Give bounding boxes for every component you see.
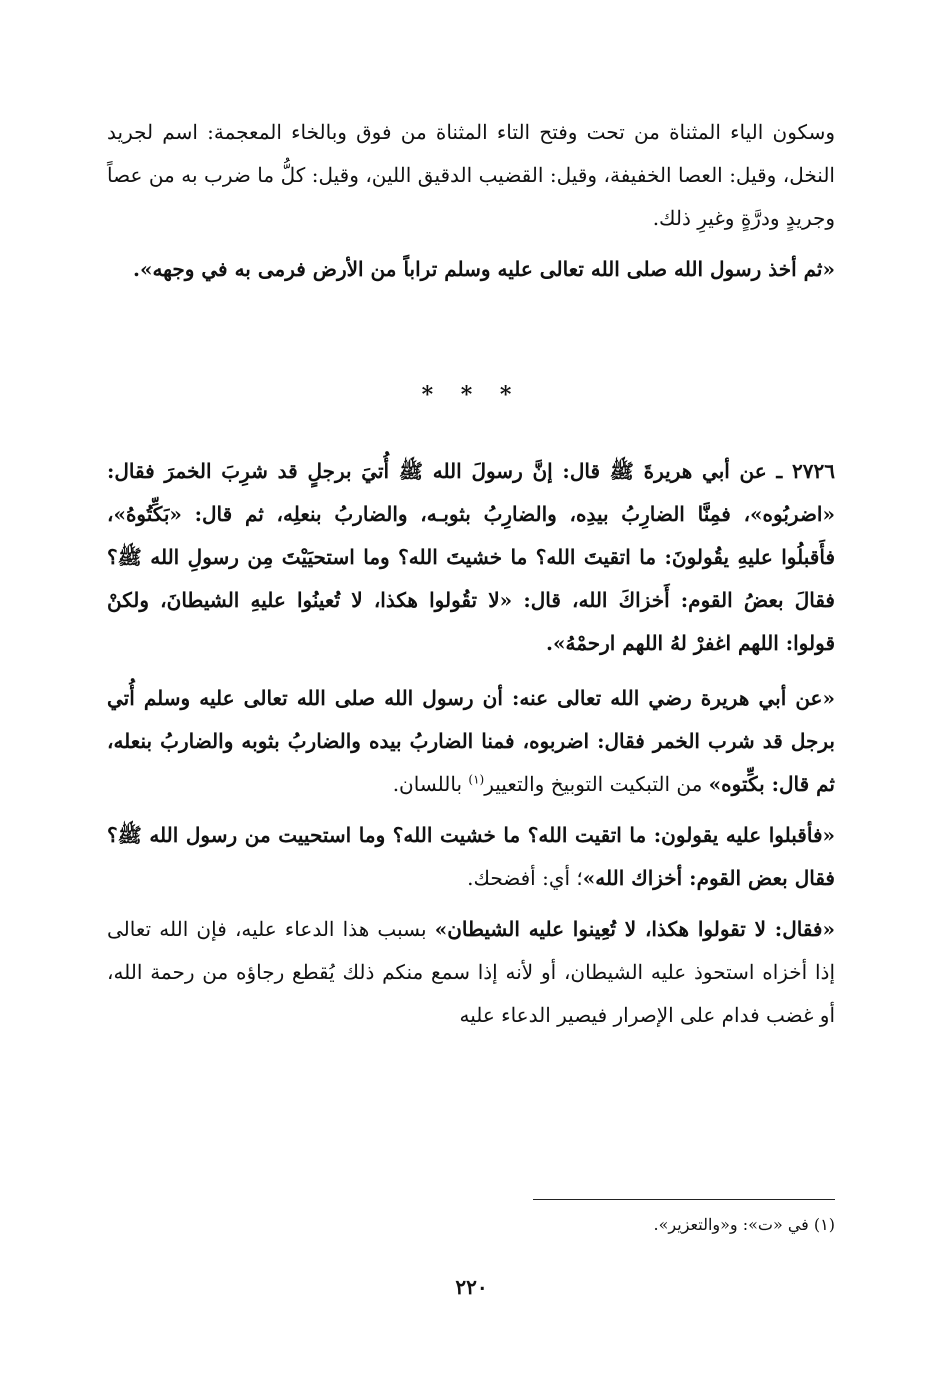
- section-separator: * * *: [421, 382, 522, 408]
- commentary-text: ؛ أي: أفضحك.: [467, 866, 583, 890]
- commentary-text: بسبب هذا الدعاء عليه، فإن الله تعالى إذا أخزاه استحوذ عليه الشيطان، أو لأنه إذا سمع منكم ذلك يُقطع رجاؤه من رحمة الله، أو غضب فدام على الإصرار فيصير الدعاء عليه: [107, 917, 835, 1027]
- commentary-paragraph-2: [107, 814, 835, 900]
- quoted-text: «فقال: لا تقولوا هكذا، لا تُعِينوا عليه الشيطان»: [434, 917, 835, 941]
- commentary-text-end: باللسان.: [392, 772, 469, 796]
- footnote-ref[interactable]: (١): [468, 772, 485, 787]
- main-text-bottom: [107, 450, 835, 1037]
- commentary-text: من التبكيت التوبيخ والتعيير: [484, 772, 709, 796]
- main-text-top: [107, 111, 835, 291]
- paragraph-1: وسكون الياء المثناة من تحت وفتح التاء المثناة من فوق وبالخاء المعجمة: اسم لجريد النخل، وقيل: العصا الخفيفة، وقيل: القضيب الدقيق اللين، وقيل: كلُّ ما ضرب به من عصاً وجريدٍ ودرَّةٍ وغيرِ ذلك.: [107, 120, 835, 230]
- page-number: ٢٢٠: [455, 1275, 488, 1299]
- hadith-2726: ٢٧٢٦ ـ عن أبي هريرةَ ﷺ قال: إنَّ رسولَ الله ﷺ أُتيَ برجلٍ قد شرِبَ الخمرَ فقال: «اضربُوه»، فمِنَّا الضارِبُ بيدِه، والضارِبُ بثوبـه، والضاربُ بنعلِه، ثم قال: «بَكِّتُوهُ»، فأَقبلُوا عليهِ يقُولونَ: ما اتقيتَ الله؟ ما خشيتَ الله؟ وما استحيَيْتَ مِن رسولِ الله ﷺ؟ فقالَ بعضُ القوم: أَخزاكَ الله، قال: «لا تقُولوا هكذا، لا تُعينُوا عليهِ الشيطانَ، ولكنْ قولوا: اللهم اغفرْ لهُ اللهم ارحمْهُ».: [107, 459, 835, 655]
- commentary-paragraph-1: [107, 677, 835, 806]
- commentary-paragraph-3: [107, 908, 835, 1037]
- footnote-1: (١) في «ت»: و«والتعزير».: [653, 1215, 835, 1234]
- quoted-text: «عن أبي هريرة رضي الله تعالى عنه: أن رسول الله صلى الله تعالى عليه وسلم أُتي برجل قد شرب الخمر فقال: اضربوه، فمنا الضاربُ بيده والضاربُ بثوبه والضاربُ بنعله، ثم قال: بكِّتوه»: [107, 686, 835, 796]
- paragraph-2: «ثم أخذ رسول الله صلى الله تعالى عليه وسلم تراباً من الأرض فرمى به في وجهه».: [133, 257, 835, 281]
- footnote-divider: [533, 1199, 835, 1200]
- quoted-text: «فأقبلوا عليه يقولون: ما اتقيت الله؟ ما خشيت الله؟ وما استحييت من رسول الله ﷺ؟ فقال بعض القوم: أخزاك الله»: [107, 823, 835, 890]
